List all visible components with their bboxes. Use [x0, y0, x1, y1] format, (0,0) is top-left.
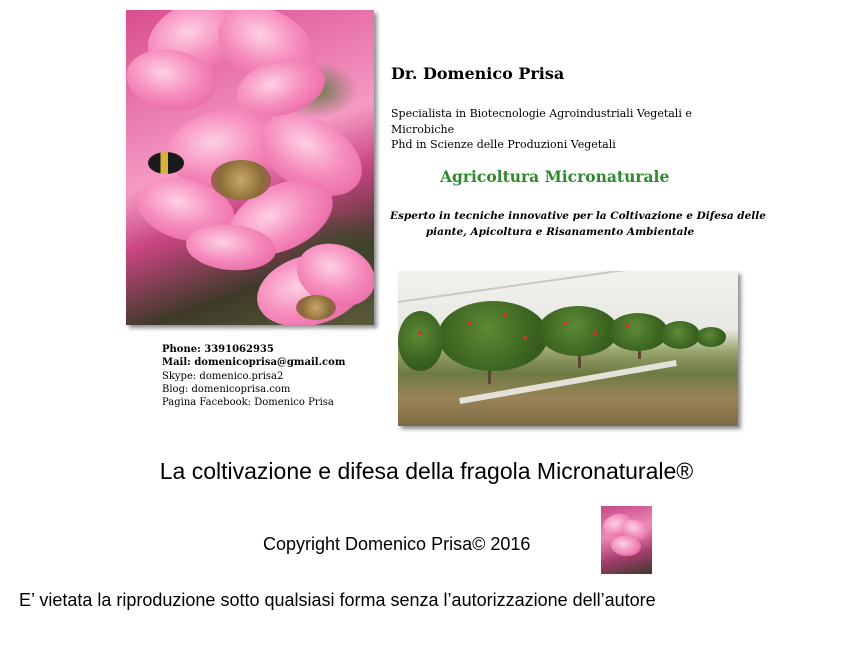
copyright-notice: Copyright Domenico Prisa© 2016	[263, 534, 531, 554]
reproduction-notice: E’ vietata la riproduzione sotto qualsiasi forma senza l’autorizzazione dell’autore	[19, 590, 656, 610]
author-name: Dr. Domenico Prisa	[391, 64, 565, 83]
author-specialization: Specialista in Biotecnologie Agroindustriali Vegetali e	[391, 107, 692, 120]
facebook-contact: Pagina Facebook: Domenico Prisa	[162, 397, 334, 408]
mail-contact: Mail: domenicoprisa@gmail.com	[162, 357, 346, 368]
phone-contact: Phone: 3391062935	[162, 344, 274, 355]
blog-contact: Blog: domenicoprisa.com	[162, 384, 291, 395]
section-title: Agricoltura Micronaturale	[440, 167, 670, 186]
author-specialization-continued: Microbiche	[391, 123, 455, 136]
flower-photo	[126, 10, 374, 325]
skype-contact: Skype: domenico.prisa2	[162, 371, 284, 382]
expertise-line-continued: piante, Apicoltura e Risanamento Ambientale	[425, 226, 695, 238]
author-phd: Phd in Scienze delle Produzioni Vegetali	[391, 138, 616, 151]
expertise-line: Esperto in tecniche innovative per la Coltivazione e Difesa delle	[390, 210, 766, 222]
document-title: La coltivazione e difesa della fragola Micronaturale®	[159, 458, 694, 484]
bee-icon	[148, 152, 184, 174]
flower-thumbnail	[601, 506, 652, 574]
orchard-photo	[398, 271, 738, 426]
